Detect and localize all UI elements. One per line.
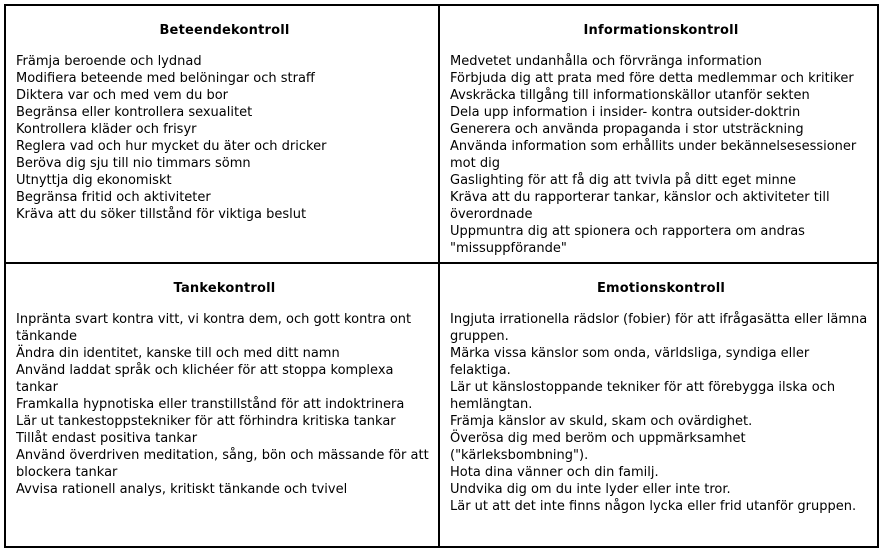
information-control-cell — [440, 6, 877, 264]
list-item: Gaslighting för att få dig att tvivla på ditt eget minne — [450, 173, 796, 188]
list-item: Lär ut känslostoppande tekniker för att förebygga ilska och hemlängtan. — [450, 380, 836, 412]
emotion-control-cell — [440, 264, 877, 546]
behavior-control-cell — [6, 6, 440, 264]
list-item: Förbjuda dig att prata med före detta medlemmar och kritiker — [450, 71, 854, 86]
list-item: Kräva att du söker tillstånd för viktiga beslut — [16, 207, 307, 222]
list-item: Dela upp information i insider- kontra outsider-doktrin — [450, 105, 801, 120]
list-item: Modifiera beteende med belöningar och straff — [16, 71, 315, 86]
list-item: Tillåt endast positiva tankar — [16, 431, 198, 446]
list-item: Överösa dig med beröm och uppmärksamhet ("kärleksbombning"). — [450, 431, 746, 463]
list-item: Beröva dig sju till nio timmars sömn — [16, 156, 251, 171]
information-control-list — [450, 53, 872, 257]
list-item: Avskräcka tillgång till informationskällor utanför sekten — [450, 88, 810, 103]
list-item: Ändra din identitet, kanske till och med ditt namn — [16, 346, 340, 361]
list-item: Framkalla hypnotiska eller transtillstånd för att indoktrinera — [16, 397, 405, 412]
list-item: Avvisa rationell analys, kritiskt tänkande och tvivel — [16, 482, 348, 497]
list-item: Diktera var och med vem du bor — [16, 88, 229, 103]
list-item: Märka vissa känslor som onda, världsliga, syndiga eller felaktiga. — [450, 346, 810, 378]
list-item: Använd laddat språk och klichéer för att stoppa komplexa tankar — [16, 363, 394, 395]
bite-model-table — [4, 4, 879, 548]
list-item: Kontrollera kläder och frisyr — [16, 122, 197, 137]
thought-control-list — [16, 311, 433, 498]
emotion-control-list — [450, 311, 872, 515]
list-item: Utnyttja dig ekonomiskt — [16, 173, 172, 188]
list-item: Använd överdriven meditation, sång, bön och mässande för att blockera tankar — [16, 448, 429, 480]
list-item: Ingjuta irrationella rädslor (fobier) för att ifrågasätta eller lämna gruppen. — [450, 312, 868, 344]
thought-control-title: Tankekontroll — [173, 281, 276, 296]
list-item: Inpränta svart kontra vitt, vi kontra dem, och gott kontra ont tänkande — [16, 312, 412, 344]
list-item: Medvetet undanhålla och förvränga information — [450, 54, 762, 69]
list-item: Undvika dig om du inte lyder eller inte tror. — [450, 482, 731, 497]
list-item: Begränsa fritid och aktiviteter — [16, 190, 211, 205]
list-item: Reglera vad och hur mycket du äter och dricker — [16, 139, 327, 154]
behavior-control-list — [16, 53, 433, 223]
list-item: Lär ut att det inte finns någon lycka eller frid utanför gruppen. — [450, 499, 857, 514]
list-item: Kräva att du rapporterar tankar, känslor och aktiviteter till överordnade — [450, 190, 830, 222]
list-item: Främja beroende och lydnad — [16, 54, 202, 69]
list-item: Använda information som erhållits under bekännelsesessioner mot dig — [450, 139, 857, 171]
list-item: Hota dina vänner och din familj. — [450, 465, 659, 480]
list-item: Främja känslor av skuld, skam och ovärdighet. — [450, 414, 753, 429]
behavior-control-title: Beteendekontroll — [159, 23, 290, 38]
emotion-control-title: Emotionskontroll — [596, 281, 726, 296]
list-item: Generera och använda propaganda i stor utsträckning — [450, 122, 804, 137]
list-item: Lär ut tankestoppstekniker för att förhindra kritiska tankar — [16, 414, 396, 429]
list-item: Uppmuntra dig att spionera och rapportera om andras "missuppförande" — [450, 224, 805, 256]
information-control-title: Informationskontroll — [583, 23, 739, 38]
list-item: Begränsa eller kontrollera sexualitet — [16, 105, 253, 120]
thought-control-cell — [6, 264, 440, 546]
